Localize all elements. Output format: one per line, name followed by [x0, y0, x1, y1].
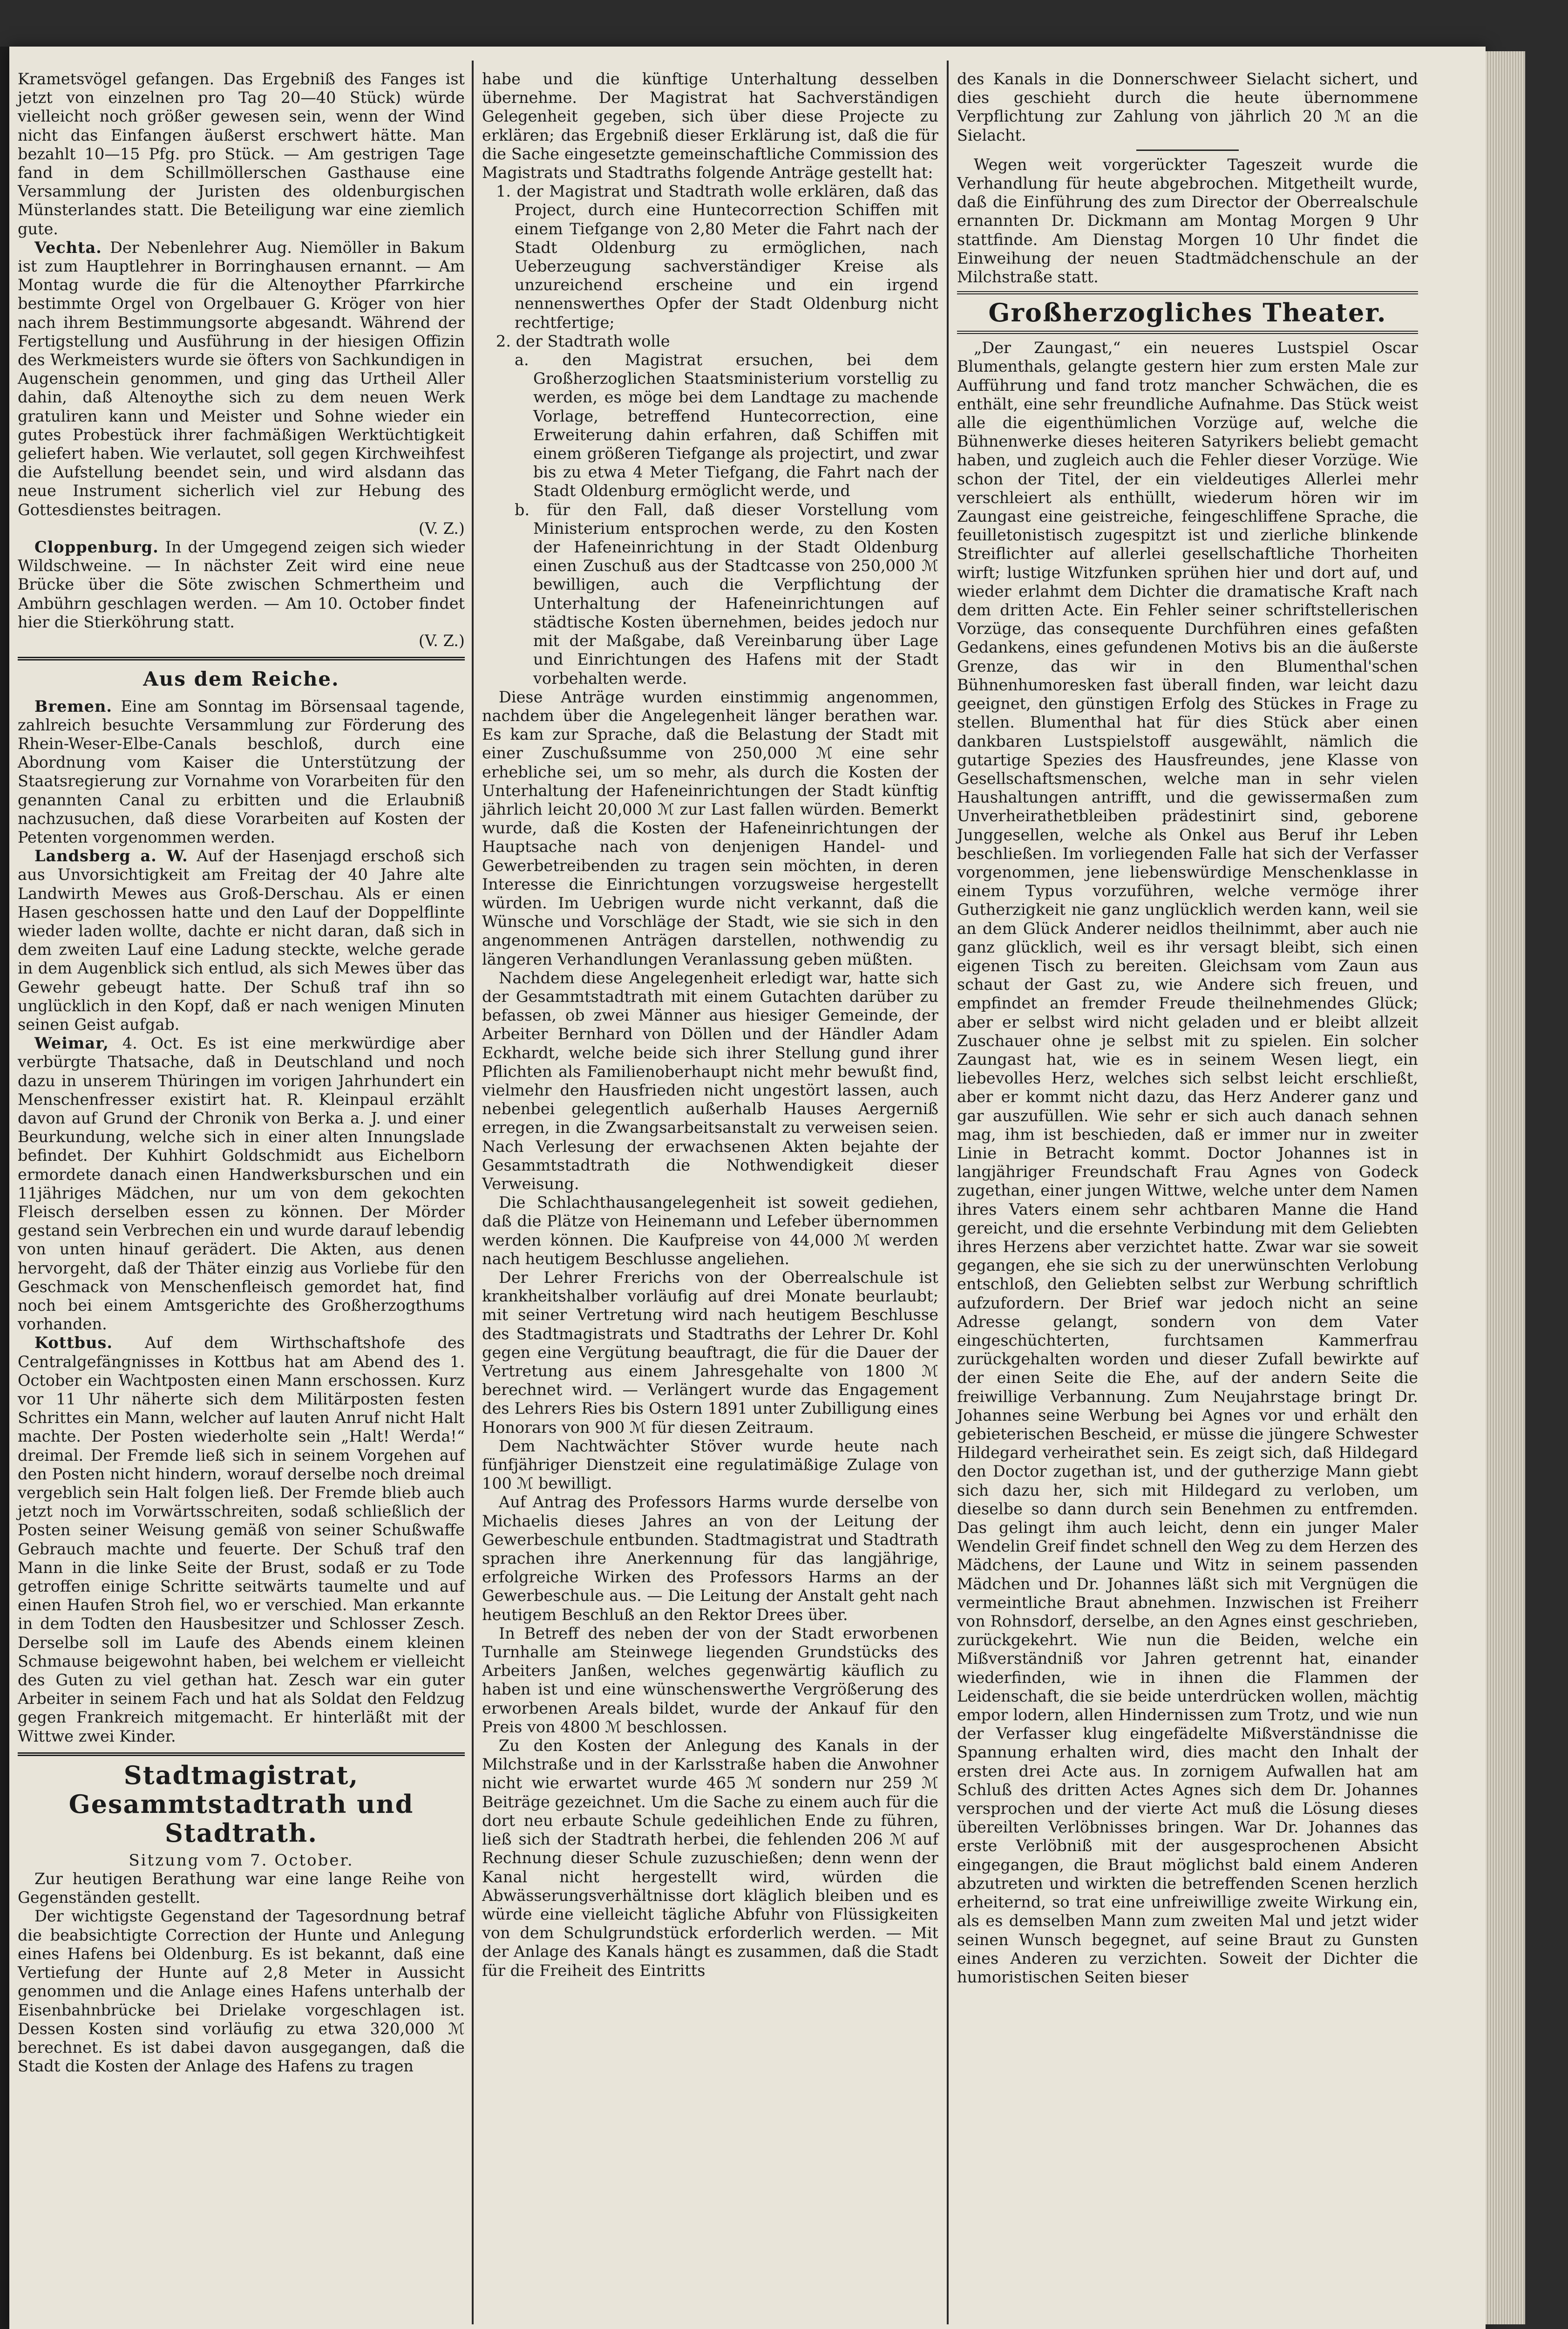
paragraph: Zu den Kosten der Anlegung des Kanals in der Milchstraße und in der Karlsstraße haben die Anwohner nicht wie erwartet wurde 465 ℳ sondern nur 259 ℳ Beiträge gezeichnet. Um die Sache zu einem auch für die dort neu erbaute Schule gedeihlichen Ende zu führen, ließ sich der Stadtrath herbei, die fehlenden 206 ℳ auf Rechnung dieser Schule zuzuschießen; denn wenn der Kanal nicht hergestellt wird, würden die Abwässerungsverhältnisse dort kläglich bleiben und es würde eine vielleicht tägliche Abfuhr von Flüssigkeiten von dem Schulgrundstück erforderlich werden. — Mit der Anlage des Kanals hängt es zusammen, daß die Stadt für die Freiheit des Eintritts	[482, 1737, 938, 1980]
list-item: b. für den Fall, daß dieser Vorstellung vom Ministerium entsprochen werde, zu den Kosten der Hafeneinrichtung in der Stadt Oldenburg einen Zuschuß aus der Stadtcasse von 250,000 ℳ bewilligen, auch die Verpflichtung der Unterhaltung der Hafeneinrichtungen auf städtische Kosten übernehmen, beides jedoch nur mit der Maßgabe, daß Vereinbarung über Lage und Einrichtungen des Hafens mit der Stadt vorbehalten werde.	[515, 500, 938, 688]
binding-shadow	[0, 47, 9, 2329]
news-item	[18, 847, 465, 1034]
paragraph: Wegen weit vorgerückter Tageszeit wurde die Verhandlung für heute abgebrochen. Mitgetheilt wurde, daß die Einführung des zum Director der Oberrealschule ernannten Dr. Dickmann am Montag Morgen 9 Uhr stattfinde. Am Dienstag Morgen 10 Uhr findet die Einweihung der neuen Stadtmädchenschule an der Milchstraße statt.	[957, 155, 1418, 286]
section-separator	[18, 657, 465, 661]
heading-box	[957, 291, 1418, 334]
page-stack-edge	[1486, 51, 1525, 2324]
news-text: Auf der Hasenjagd erschoß sich aus Unvorsichtigkeit am Freitag der 40 Jahre alte Landwirth Mewes aus Groß-Derschau. Als er einen Hasen geschossen hatte und den Lauf der Doppelflinte wieder laden wollte, dachte er nicht daran, daß sich in dem zweiten Lauf eine Ladung steckte, welche gerade in dem Augenblick sich entlud, als sich Mewes über das Gewehr gebeugt hatte. Der Schuß traf ihn so unglücklich in den Kopf, daß er nach wenigen Minuten seinen Geist aufgab.	[18, 847, 465, 1034]
column-3	[957, 70, 1418, 1987]
news-item	[18, 1034, 465, 1334]
signature: (V. Z.)	[418, 632, 465, 650]
paragraph: In Betreff des neben der von der Stadt erworbenen Turnhalle am Steinwege liegenden Grundstücks des Arbeiters Janßen, welches gegenwärtig käuflich zu haben ist und eine wünschenswerthe Vergrößerung des erworbenen Areals bildet, wurde der Ankauf für den Preis von 4800 ℳ beschlossen.	[482, 1624, 938, 1736]
paragraph: Nachdem diese Angelegenheit erledigt war, hatte sich der Gesammtstadtrath mit einem Gutachten darüber zu befassen, ob zwei Männer aus hiesiger Gemeinde, der Arbeiter Bernhard von Döllen und der Händler Adam Eckhardt, welche beide sich ihrer Stellung gund ihrer Pflichten als Familienoberhaupt nicht mehr bewußt find, vielmehr den Hausfrieden nicht ungestört lassen, auch nebenbei gelegentlich außerhalb Hauses Aergerniß erregen, in die Zwangsarbeitsanstalt zu verweisen seien. Nach Verlesung der erwachsenen Akten bejahte der Gesammtstadtrath die Nothwendigkeit dieser Verweisung.	[482, 968, 938, 1193]
column-rule	[947, 61, 949, 2324]
news-text: In der Umgegend zeigen sich wieder Wildschweine. — In nächster Zeit wird eine neue Brücke über die Söte zwischen Schmertheim und Ambührn geschlagen werden. — Am 10. October findet hier die Stierköhrung statt.	[18, 538, 465, 631]
news-item	[18, 1334, 465, 1745]
paragraph: Der Lehrer Frerichs von der Oberrealschule ist krankheitshalber vorläufig auf drei Monate beurlaubt; mit seiner Vertretung wird nach heutigem Beschlusse des Stadtmagistrats und Stadtraths der Lehrer Dr. Kohl gegen eine Vergütung beauftragt, die für die Dauer der Vertretung aus einem Jahresgehalte von 1800 ℳ berechnet wird. — Verlängert wurde das Engagement des Lehrers Ries bis Ostern 1891 unter Zubilligung eines Honorars von 900 ℳ für diesen Zeitraum.	[482, 1268, 938, 1437]
list-item: a. den Magistrat ersuchen, bei dem Großherzoglichen Staatsministerium vorstellig zu werden, es möge bei dem Landtage zu machende Vorlage, betreffend Huntecorrection, eine Erweiterung dahin erfahren, daß Schiffen mit einem größeren Tiefgange als projectirt, und zwar bis zu etwa 4 Meter Tiefgang, die Fahrt nach der Stadt Oldenburg ermöglicht werde, und	[515, 351, 938, 500]
news-text: 4. Oct. Es ist eine merkwürdige aber verbürgte Thatsache, daß in Deutschland und noch dazu in unserem Thüringen im vorigen Jahrhundert ein Menschenfresser existirt hat. R. Kleinpaul erzählt davon auf Grund der Chronik von Berka a. J. und einer Beurkundung, welche sich in einer alten Innungslade befindet. Der Kuhhirt Goldschmidt aus Eichelborn ermordete danach einen Handwerksburschen und ein 11jähriges Mädchen, nur um von dem gekochten Fleisch derselben essen zu können. Der Mörder gestand sein Verbrechen ein und wurde darauf lebendig von unten hinauf gerädert. Die Akten, aus denen hervorgeht, daß der Thäter einzig aus Vorliebe für den Geschmack von Menschenfleisch gemordet hat, find noch bei einem Amtsgerichte des Großherzogthums vorhanden.	[18, 1034, 465, 1334]
signature: (V. Z.)	[418, 519, 465, 538]
place-name: Vechta.	[34, 238, 102, 257]
paragraph: Diese Anträge wurden einstimmig angenommen, nachdem über die Angelegenheit länger berathen war. Es kam zur Sprache, daß die Belastung der Stadt mit einer Zuschußsumme von 250,000 ℳ eine sehr erhebliche sei, um so mehr, als durch die Kosten der Unterhaltung der Hafeneinrichtungen der Stadt künftig jährlich leicht 20,000 ℳ zur Last fallen würden. Bemerkt wurde, daß die Kosten der Hafeneinrichtungen der Hauptsache nach von denjenigen Handel- und Gewerbetreibenden zu tragen sein möchten, in deren Interesse die Einrichtungen vorzugsweise hergestellt würden. Im Uebrigen wurde nicht verkannt, daß die Wünsche und Vorschläge der Stadt, wie sie sich in den angenommenen Anträgen darstellen, nothwendig zu längeren Verhandlungen Veranlassung geben müßten.	[482, 688, 938, 968]
paragraph: Die Schlachthausangelegenheit ist soweit gediehen, daß die Plätze von Heinemann und Lefeber übernommen werden können. Die Kaufpreise von 44,000 ℳ werden nach heutigem Beschlusse angeliehen.	[482, 1193, 938, 1268]
paragraph: Auf Antrag des Professors Harms wurde derselbe von Michaelis dieses Jahres an von der Leitung der Gewerbeschule entbunden. Stadtmagistrat und Stadtrath sprachen ihre Anerkennung für das langjährige, erfolgreiche Wirken des Professors Harms an der Gewerbeschule aus. — Die Leitung der Anstalt geht nach heutigem Beschluß an den Rektor Drees über.	[482, 1493, 938, 1624]
paragraph: Zur heutigen Berathung war eine lange Reihe von Gegenständen gestellt.	[18, 1870, 465, 1907]
place-name: Weimar,	[34, 1034, 109, 1053]
section-heading-magistrat: Stadtmagistrat, Gesammtstadtrath und Stadtrath.	[68, 1760, 414, 1848]
paragraph: Dem Nachtwächter Stöver wurde heute nach fünfjähriger Dienstzeit eine regulatimäßige Zulage von 100 ℳ bewilligt.	[482, 1437, 938, 1493]
paragraph: habe und die künftige Unterhaltung desselben übernehme. Der Magistrat hat Sachverständigen Gelegenheit gegeben, sich über diese Projecte zu erklären; das Ergebniß dieser Erklärung ist, daß die für die Sache eingesetzte gemeinschaftliche Commission des Magistrats und Stadtraths folgende Anträge gestellt hat:	[482, 70, 938, 182]
session-date: Sitzung vom 7. October.	[129, 1851, 354, 1870]
news-item	[18, 238, 465, 519]
column-2	[482, 70, 938, 1980]
list-item: 2. der Stadtrath wolle	[496, 332, 670, 350]
paragraph: Krametsvögel gefangen. Das Ergebniß des Fanges ist jetzt von einzelnen pro Tag 20—40 Stück) würde vielleicht noch größer gewesen sein, wenn der Wind nicht das Einfangen äußerst erschwert hätte. Man bezahlt 10—15 Pfg. pro Stück. — Am gestrigen Tage fand in dem Schillmöllerschen Gasthause eine Versammlung der Juristen des oldenburgischen Münsterlandes statt. Die Beteiligung war eine ziemlich gute.	[18, 70, 465, 238]
news-text: Auf dem Wirthschaftshofe des Centralgefängnisses in Kottbus hat am Abend des 1. October ein Wachtposten einen Mann erschossen. Kurz vor 11 Uhr näherte sich dem Militärposten festen Schrittes ein Mann, welcher auf lauten Anruf nicht Halt machte. Der Posten wiederholte sein „Halt! Werda!“ dreimal. Der Fremde ließ sich in seinem Vorgehen auf den Posten nicht hindern, worauf derselbe noch dreimal vergeblich sein Halt folgen ließ. Der Fremde blieb auch jetzt noch im Vorwärtsschreiten, sodaß schließlich der Posten seiner Weisung gemäß von seiner Schußwaffe Gebrauch machte und feuerte. Der Schuß traf den Mann in die linke Seite der Brust, sodaß er zu Tode getroffen einige Schritte seitwärts taumelte und auf einen Haufen Stroh fiel, wo er verschied. Man erkannte in dem Todten den Hausbesitzer und Schlosser Zesch. Derselbe soll im Laufe des Abends einem kleinen Schmause beigewohnt haben, bei welchem er vielleicht des Guten zu viel gethan hat. Zesch war ein guter Arbeiter in seinem Fach und hat als Soldat den Feldzug gegen Frankreich mitgemacht. Er hinterläßt mit der Wittwe zwei Kinder.	[18, 1334, 465, 1745]
news-item	[18, 538, 465, 632]
list-item: 1. der Magistrat und Stadtrath wolle erklären, daß das Project, durch eine Huntecorrection Schiffen mit einem Tiefgange von 2,80 Meter die Fahrt nach der Stadt Oldenburg zu ermöglichen, nach Ueberzeugung sachverständiger Kreise als unzureichend erscheine und ein irgend nennenswerthes Opfer der Stadt Oldenburg nicht rechtfertige;	[496, 182, 938, 332]
column-rule	[472, 61, 474, 2324]
section-separator	[18, 1752, 465, 1756]
place-name: Kottbus.	[34, 1334, 113, 1352]
news-text: Eine am Sonntag im Börsensaal tagende, zahlreich besuchte Versammlung zur Förderung des Rhein-Weser-Elbe-Canals beschloß, durch eine Abordnung vom Kaiser die Unterstützung der Staatsregierung zur Vornahme von Vorarbeiten für den genannten Canal zu erbitten und die Erlaubniß nachzusuchen, daß diese Vorarbeiten auf Kosten der Petenten vorgenommen werden.	[18, 697, 465, 846]
short-rule	[1136, 150, 1239, 151]
column-1	[18, 70, 465, 2076]
place-name: Landsberg a. W.	[34, 847, 188, 865]
place-name: Cloppenburg.	[34, 538, 159, 557]
paragraph: „Der Zaungast,“ ein neueres Lustspiel Oscar Blumenthals, gelangte gestern hier zum ersten Male zur Aufführung und fand trotz mancher Schwächen, die es enthält, eine sehr freundliche Aufnahme. Das Stück weist alle die eigenthümlichen Vorzüge auf, welche die Bühnenwerke dieses heiteren Satyrikers beliebt gemacht haben, und zugleich auch die Fehler dieser Vorzüge. Wie schon der Titel, der ein vieldeutiges Allerlei mehr verschleiert als enthüllt, wiederum hören wir im Zaungast eine geistreiche, feingeschliffene Sprache, die feuilletonistisch zugespitzt ist und zierliche blinkende Streiflichter auf allerlei gesellschaftliche Thorheiten wirft; lustige Witzfunken sprühen hier und dort auf, und wieder erlahmt dem Dichter die dramatische Kraft nach dem dritten Acte. Ein Fehler seiner schriftstellerischen Vorzüge, das consequente Durchführen eines gefaßten Gedankens, eines gefundenen Motivs bis an die äußerste Grenze, das wir in den Blumenthal'schen Bühnenhumoresken fast überall finden, war leicht dazu geeignet, den günstigen Erfolg des Stückes in Frage zu stellen. Blumenthal hat für dies Stück aber einen dankbaren Lustspielstoff ausgewählt, nämlich die gutartige Spezies des Hausfreundes, jene Klasse von Gesellschaftsmenschen, welche man in sehr vielen Haushaltungen antrifft, und die gewissermaßen zum Unverheirathetbleiben prädestinirt sind, geborene Junggesellen, welche als Onkel aus Beruf ihr Leben beschließen. Im vorliegenden Falle hat sich der Verfasser vorgenommen, jene liebenswürdige Menschenklasse in einem Typus vorzuführen, welche vermöge ihrer Gutherzigkeit nie ganz unglücklich werden kann, weil sie an dem Glück Anderer neidlos theilnimmt, aber auch nie ganz glücklich, weil es ihr versagt bleibt, sich einen eigenen Tisch zu bereiten. Gleichsam vom Zaun aus schaut der Gast zu, wie Andere sich freuen, und empfindet an fremder Freude theilnehmendes Glück; aber er selbst wird nicht geladen und er bleibt allzeit Zuschauer ohne je selbst mit zu spielen. Ein solcher Zaungast hat, wie es in seinem Wesen liegt, ein liebevolles Herz, welches sich selbst leicht erschließt, aber er kommt nicht dazu, das Herz Anderer ganz und gar auszufüllen. Wie sehr er sich auch danach sehnen mag, ihm ist beschieden, daß er immer nur in zweiter Linie in Betracht kommt. Doctor Johannes ist in langjähriger Freundschaft Frau Agnes von Godeck zugethan, einer jungen Wittwe, welche unter dem Namen ihres Vaters einem sehr achtbaren Manne die Hand gereicht, und die ersehnte Verbindung mit dem Geliebten ihres Herzens aber verzichtet hatte. Zwar war sie soweit gegangen, ehe sie sich zu der unerwünschten Verlobung entschloß, den Geliebten selbst zur Werbung schriftlich aufzufordern. Der Brief war jedoch nicht an seine Adresse gelangt, sondern von dem Vater eingeschüchterten, furchtsamen Kammerfrau zurückgehalten worden und dieser Zufall bewirkte auf der einen Seite die Ehe, auf der andern Seite die freiwillige Verbannung. Zum Neujahrstage bringt Dr. Johannes seine Werbung bei Agnes vor und erhält den gebieterischen Bescheid, er müsse die jüngere Schwester Hildegard verheirathet sein. Es zeigt sich, daß Hildegard den Doctor zugethan ist, und der gutherzige Mann giebt sich dazu her, sich mit Hildegard zu verloben, um dieselbe so dann durch sein Benehmen zu entfremden. Das gelingt ihm auch leicht, denn ein junger Maler Wendelin Greif findet schnell den Weg zu dem Herzen des Mädchens, der Laune und Witz in seinem passenden Mädchen und Dr. Johannes läßt sich mit Vergnügen die vermeintliche Braut abnehmen. Inzwischen ist Freiherr von Rohnsdorf, derselbe, an den Agnes einst geschrieben, zurückgekehrt. Wie nun die Beiden, welche ein Mißverständniß vor Jahren getrennt hat, einander wiederfinden, wie in ihnen die Flammen der Leidenschaft, die sie beide unterdrücken wollen, mächtig empor lodern, allen Hindernissen zum Trotz, und wie nun der Verfasser klug eingefädelte Mißverständnisse die Spannung erhalten wird, dies macht den Inhalt der ersten drei Acte aus. In zornigem Aufwallen hat am Schluß des dritten Actes Agnes sich dem Dr. Johannes versprochen und der vierte Act muß die Lösung dieses übereilten Verlöbnisses bringen. War Dr. Johannes das erste Verlöbniß mit der ausgesprochenen Absicht eingegangen, die Braut möglichst bald einem Anderen abzutreten und wirkten die betreffenden Scenen herzlich erheiternd, so trat eine unfreiwillige zweite Wirkung ein, als es demselben Mann zum zweiten Mal und jetzt wider seinen Wunsch begegnet, auf seine Braut zu Gunsten eines Anderen zu verzichten. Soweit der Dichter die humoristischen Seiten bieser	[957, 339, 1418, 1986]
paragraph: Der wichtigste Gegenstand der Tagesordnung betraf die beabsichtigte Correction der Hunte und Anlegung eines Hafens bei Oldenburg. Es ist bekannt, daß eine Vertiefung der Hunte auf 2,8 Meter in Aussicht genommen und die Anlage eines Hafens unterhalb der Eisenbahnbrücke bei Drielake vorgeschlagen ist. Dessen Kosten sind vorläufig zu etwa 320,000 ℳ berechnet. Es ist dabei davon ausgegangen, daß die Stadt die Kosten der Anlage des Hafens zu tragen	[18, 1907, 465, 2076]
news-item	[18, 697, 465, 847]
paragraph: des Kanals in die Donnerschweer Sielacht sichert, und dies geschieht durch die heute übernommene Verpflichtung zur Zahlung von jährlich 20 ℳ an die Sielacht.	[957, 70, 1418, 144]
place-name: Bremen.	[34, 697, 113, 715]
news-text: Der Nebenlehrer Aug. Niemöller in Bakum ist zum Hauptlehrer in Borringhausen ernannt. — Am Montag wurde die für die Altenoyther Pfarrkirche bestimmte Orgel von Orgelbauer G. Kröger von hier nach ihrem Bestimmungsorte abgesandt. Während der Fertigstellung und Ausführung in der hiesigen Offizin des Werkmeisters wurde sie öfters von Sachkundigen in Augenschein genommen, und ging das Urtheil Aller dahin, daß Altenoythe sich zu dem neuen Werk gratuliren kann und Meister und Sohne wieder ein gutes Probestück ihrer fachmäßigen Werktüchtigkeit geliefert haben. Wie verlautet, soll gegen Kirchweihfest die Aufstellung beendet sein, und wird alsdann das neue Instrument sicherlich viel zur Hebung des Gottesdienstes beitragen.	[18, 238, 465, 519]
section-heading-theater: Großherzogliches Theater.	[988, 298, 1387, 328]
section-heading-reich: Aus dem Reiche.	[143, 667, 339, 691]
